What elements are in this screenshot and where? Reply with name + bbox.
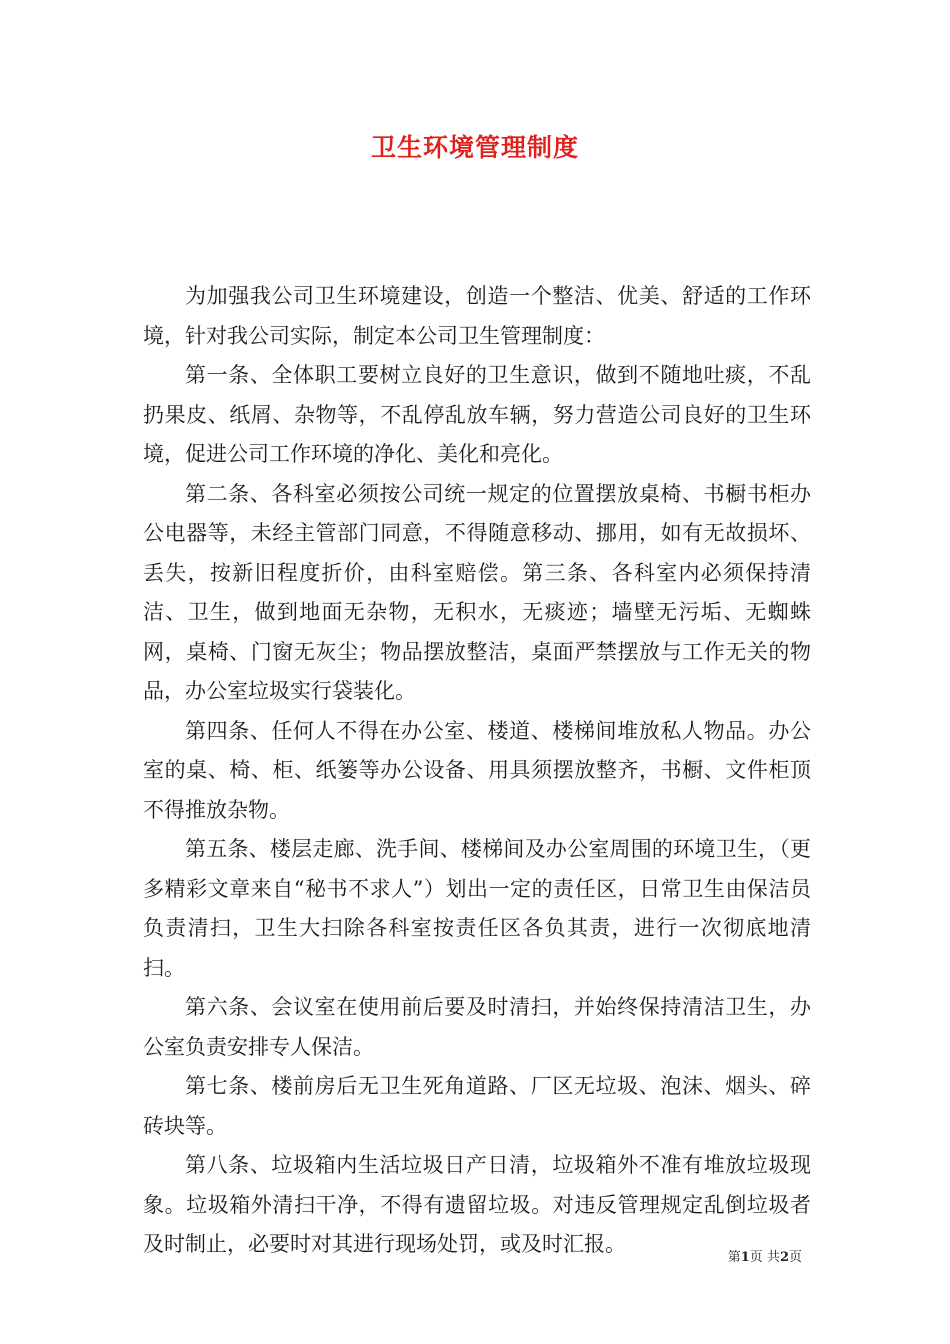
paragraph-article-7: 第七条、楼前房后无卫生死角道路、厂区无垃圾、泡沫、烟头、碎砖块等。	[143, 1074, 811, 1138]
page-number-footer	[728, 1250, 802, 1266]
paragraph-article-1: 第一条、全体职工要树立良好的卫生意识，做到不随地吐痰，不乱扔果皮、纸屑、杂物等，不乱停乱放车辆，努力营造公司良好的卫生环境，促进公司工作环境的净化、美化和亮化。	[143, 363, 811, 466]
footer-suffix: 页	[788, 1250, 802, 1265]
footer-prefix: 第	[727, 1250, 741, 1265]
document-body	[143, 277, 811, 1265]
current-page-number: 1	[740, 1250, 750, 1265]
paragraph-article-4: 第四条、任何人不得在办公室、楼道、楼梯间堆放私人物品。办公室的桌、椅、柜、纸篓等办公设备、用具须摆放整齐，书橱、文件柜顶不得推放杂物。	[143, 718, 811, 822]
total-pages-number: 2	[779, 1250, 789, 1265]
paragraph-article-5: 第五条、楼层走廊、洗手间、楼梯间及办公室周围的环境卫生，（更多精彩文章来自“秘书不求人”）划出一定的责任区，日常卫生由保洁员负责清扫，卫生大扫除各科室按责任区各负其责，进行一次彻底地清扫。	[143, 837, 811, 980]
footer-middle: 页 共	[749, 1250, 780, 1265]
document-title: 卫生环境管理制度	[370, 133, 579, 162]
paragraph-intro: 为加强我公司卫生环境建设，创造一个整洁、优美、舒适的工作环境，针对我公司实际，制定本公司卫生管理制度：	[143, 284, 811, 348]
paragraph-article-2-3: 第二条、各科室必须按公司统一规定的位置摆放桌椅、书橱书柜办公电器等，未经主管部门同意，不得随意移动、挪用，如有无故损坏、丢失，按新旧程度折价，由科室赔偿。第三条、各科室内必须保持清洁、卫生，做到地面无杂物，无积水，无痰迹；墙壁无污垢、无蜘蛛网，桌椅、门窗无灰尘；物品摆放整洁，桌面严禁摆放与工作无关的物品，办公室垃圾实行袋装化。	[143, 481, 811, 703]
paragraph-article-8: 第八条、垃圾箱内生活垃圾日产日清，垃圾箱外不准有堆放垃圾现象。垃圾箱外清扫干净，不得有遗留垃圾。对违反管理规定乱倒垃圾者及时制止，必要时对其进行现场处罚，或及时汇报。	[143, 1153, 811, 1256]
paragraph-article-6: 第六条、会议室在使用前后要及时清扫，并始终保持清洁卫生，办公室负责安排专人保洁。	[143, 995, 811, 1059]
